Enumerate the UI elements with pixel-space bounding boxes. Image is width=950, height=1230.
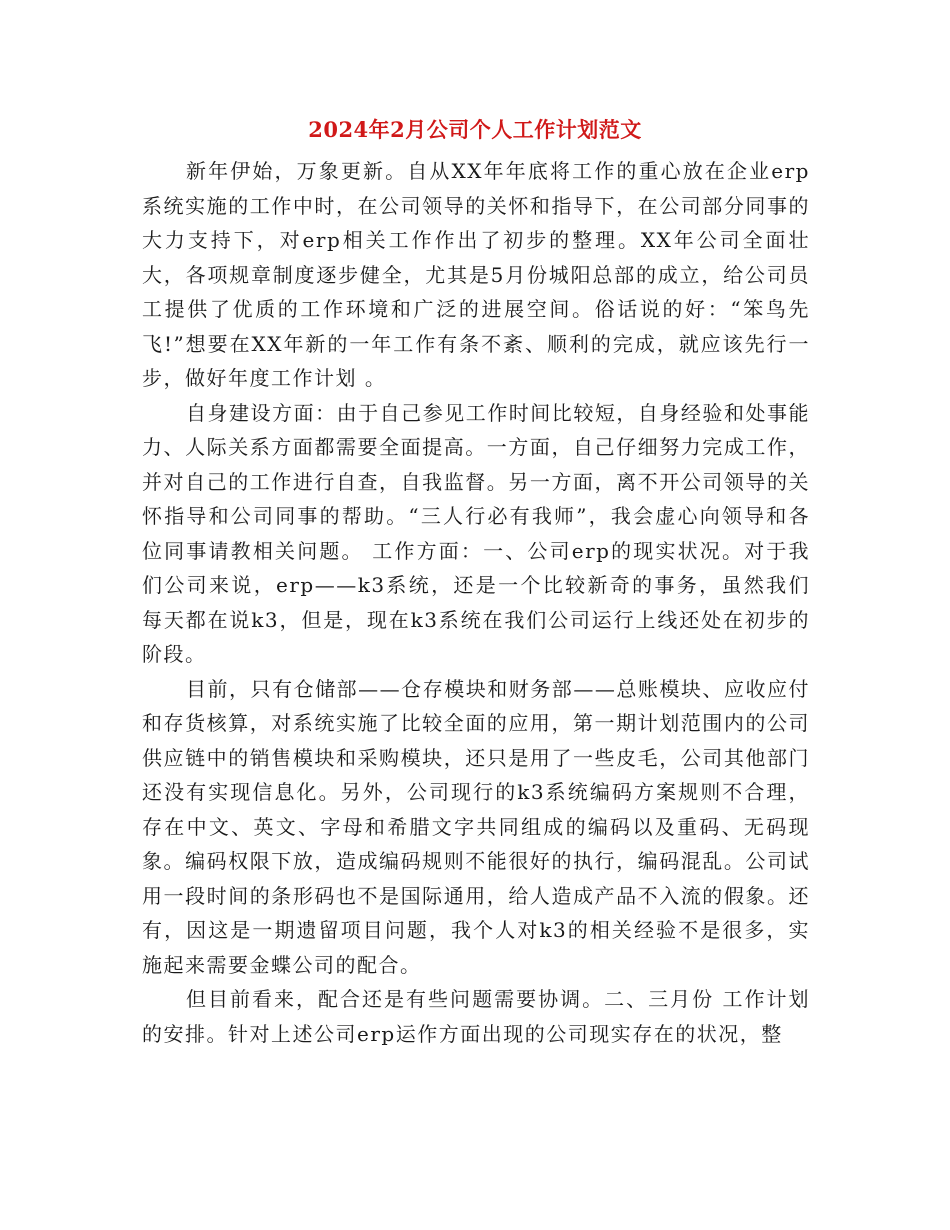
document-body bbox=[142, 154, 810, 1051]
paragraph-3: 目前，只有仓储部——仓存模块和财务部——总账模块、应收应付和存货核算，对系统实施了比较全面的应用，第一期计划范围内的公司供应链中的销售模块和采购模块，还只是用了一些皮毛，公司其他部门还没有实现信息化。另外，公司现行的k3系统编码方案规则不合理，存在中文、英文、字母和希腊文字共同组成的编码以及重码、无码现象。编码权限下放，造成编码规则不能很好的执行，编码混乱。公司试用一段时间的条形码也不是国际通用，给人造成产品不入流的假象。还有，因这是一期遗留项目问题，我个人对k3的相关经验不是很多，实施起来需要金蝶公司的配合。 bbox=[142, 676, 810, 977]
paragraph-1: 新年伊始，万象更新。自从XX年年底将工作的重心放在企业erp系统实施的工作中时，在公司领导的关怀和指导下，在公司部分同事的大力支持下，对erp相关工作作出了初步的整理。XX年公司全面壮大，各项规章制度逐步健全，尤其是5月份城阳总部的成立，给公司员工提供了优质的工作环境和广泛的进展空间。俗话说的好：“笨鸟先飞!”想要在XX年新的一年工作有条不紊、顺利的完成，就应该先行一步，做好年度工作计划 。 bbox=[142, 159, 810, 390]
paragraph-4: 但目前看来，配合还是有些问题需要协调。二、三月份 工作计划的安排。针对上述公司erp运作方面出现的公司现实存在的状况，整 bbox=[142, 987, 810, 1046]
paragraph-2: 自身建设方面：由于自己参见工作时间比较短，自身经验和处事能力、人际关系方面都需要全面提高。一方面，自己仔细努力完成工作，并对自己的工作进行自查，自我监督。另一方面，离不开公司领导的关怀指导和公司同事的帮助。“三人行必有我师”，我会虚心向领导和各位同事请教相关问题。 工作方面：一、公司erp的现实状况。对于我们公司来说，erp——k3系统，还是一个比较新奇的事务，虽然我们每天都在说k3，但是，现在k3系统在我们公司运行上线还处在初步的阶段。 bbox=[142, 400, 810, 666]
document-title: 2024年2月公司个人工作计划范文 bbox=[308, 117, 642, 142]
